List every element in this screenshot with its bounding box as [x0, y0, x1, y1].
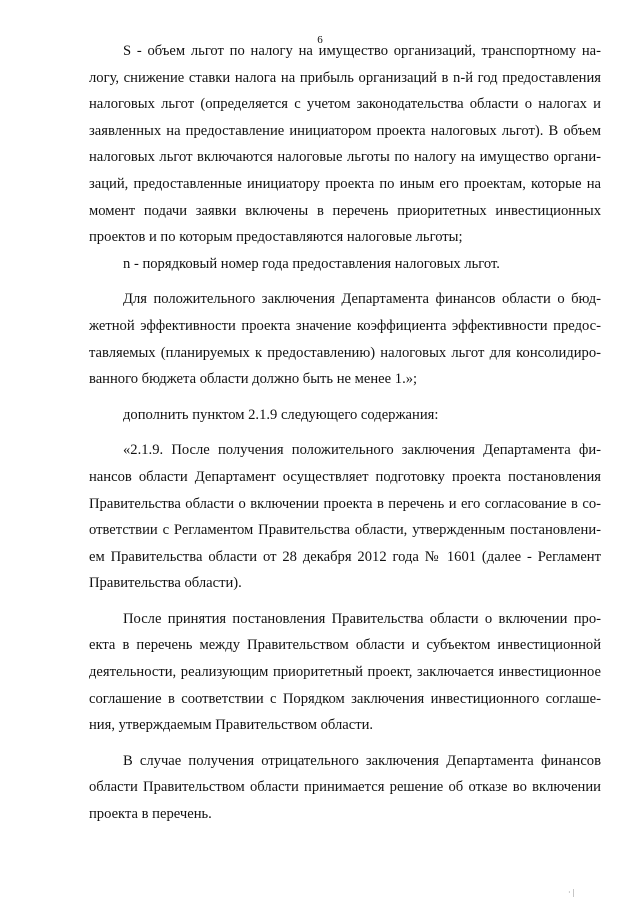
text-line: n - порядковый номер года предоставления налоговых льгот. [123, 255, 500, 272]
paragraph-negative-conclusion [89, 748, 601, 828]
text-line: налоговых льгот (определяется с учетом законодательства области о налогах и [89, 96, 601, 113]
text-line: Для положительного заключения Департамента финансов области о бюд- [123, 291, 601, 308]
text-line: тавляемых (планируемых к предоставлению) налоговых льгот для консолидиро- [89, 344, 601, 361]
text-line: проекта в перечень. [89, 806, 212, 823]
text-line: области Правительством области принимается решение об отказе во включении [89, 779, 601, 796]
paragraph-clause-2-1-9 [89, 437, 601, 597]
text-line: ванного бюджета области должно быть не менее 1.»; [89, 371, 418, 388]
text-line: екта в перечень между Правительством области и субъектом инвестиционной [89, 637, 601, 654]
text-line: налоговых льгот включаются налоговые льготы по налогу на имущество органи- [89, 149, 601, 166]
text-line: В случае получения отрицательного заключения Департамента финансов [123, 752, 601, 769]
footer-marks: · | [568, 888, 575, 897]
paragraph-s-definition [89, 38, 601, 251]
text-line: заявленных на предоставление инициатором проекта налоговых льгот). В объем [89, 122, 601, 139]
paragraph-investment-agreement [89, 606, 601, 739]
text-line: проектов и по которым предоставляются налоговые льготы; [89, 229, 463, 246]
text-line: Правительства области). [89, 575, 242, 592]
text-line: ем Правительства области от 28 декабря 2012 года № 1601 (далее - Регламент [89, 548, 601, 565]
text-line: S - объем льгот по налогу на имущество организаций, транспортному на- [123, 43, 601, 59]
text-line: «2.1.9. После получения положительного заключения Департамента фи- [123, 442, 601, 459]
text-line: После принятия постановления Правительства области о включении про- [123, 610, 601, 627]
text-line: жетной эффективности проекта значение коэффициента эффективности предос- [89, 317, 601, 334]
paragraph-supplement-intro [89, 402, 601, 429]
text-line: заций, предоставленные инициатору проекта по иным его проектам, которые на [89, 175, 601, 192]
text-line: ния, утверждаемым Правительством области. [89, 717, 374, 734]
text-line: деятельности, реализующим приоритетный проект, заключается инвестиционное [89, 664, 601, 681]
paragraph-positive-conclusion [89, 286, 601, 392]
text-line: логу, снижение ставки налога на прибыль организаций в n-й год предоставления [89, 69, 601, 86]
text-line: соглашение в соответствии с Порядком заключения инвестиционного соглаше- [89, 690, 601, 707]
text-line: дополнить пунктом 2.1.9 следующего содержания: [123, 406, 439, 423]
text-line: момент подачи заявки включены в перечень приоритетных инвестиционных [89, 202, 601, 219]
text-line: ответствии с Регламентом Правительства области, утвержденным постановлени- [89, 522, 601, 539]
text-line: Правительства области о включении проекта в перечень и его согласование в со- [89, 495, 601, 512]
paragraph-n-definition [89, 251, 601, 278]
page-number: 6 [317, 34, 323, 46]
document-body [89, 38, 601, 828]
text-line: нансов области Департамент осуществляет подготовку проекта постановления [89, 468, 601, 485]
